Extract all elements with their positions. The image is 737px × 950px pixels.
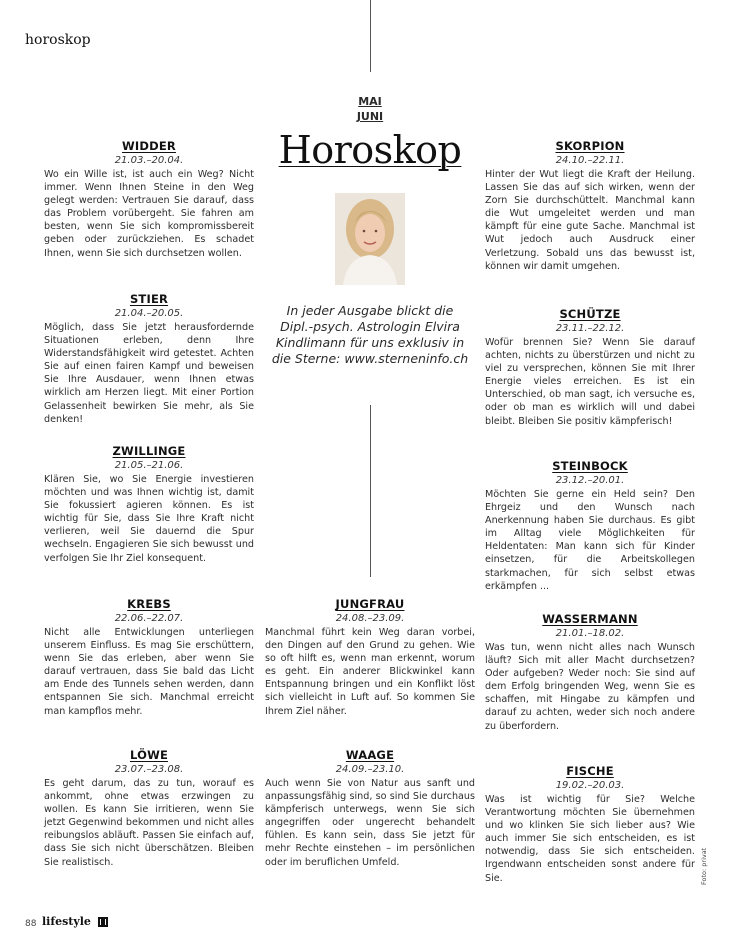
sign-text: Wo ein Wille ist, ist auch ein Weg? Nicht immer. Wenn Ihnen Steine in den Weg gelegt werden: Vertrauen Sie darauf, dass das Problem vorübergeht. Sie fahren am besten, wenn Sie sich kompromissbereit geben oder zurückziehen. Es schadet Ihnen, wenn Sie sich durchsetzen wollen.: [44, 169, 254, 259]
sign-loewe: [44, 748, 254, 869]
intro-text: In jeder Ausgabe blickt die Dipl.-psych. Astrologin Elvira Kindlimann für uns exklusiv in die Sterne: www.sterneninfo.ch: [271, 303, 469, 366]
sign-wassermann: [485, 612, 695, 733]
sign-text: Möchten Sie gerne ein Held sein? Den Ehrgeiz und den Wunsch nach Anerkennung haben Sie durchaus. Es gibt im Alltag viele Möglichkeiten für Heldentaten: Man kann sich für Kinder einsetzen, für die Arbeitskollegen starkmachen, für sich selbst etwas erkämpfen ...: [485, 489, 695, 592]
divider-middle: [370, 405, 371, 577]
sign-dates: 23.11.–22.12.: [555, 323, 625, 334]
sign-name: WIDDER: [122, 139, 176, 153]
sign-name: ZWILLINGE: [112, 444, 186, 458]
sign-name: SCHÜTZE: [559, 307, 621, 321]
month-1: MAI: [358, 95, 382, 108]
sign-stier: [44, 292, 254, 426]
issue-months: [330, 94, 410, 124]
brand-box-icon: [98, 917, 108, 927]
photo-credit: Foto: privat: [700, 847, 708, 885]
sign-dates: 24.09.–23.10.: [335, 764, 405, 775]
sign-dates: 21.05.–21.06.: [114, 460, 184, 471]
sign-name: WASSERMANN: [542, 612, 638, 626]
sign-dates: 21.01.–18.02.: [555, 628, 625, 639]
divider-top: [370, 0, 371, 72]
sign-krebs: [44, 597, 254, 718]
sign-name: FISCHE: [566, 764, 614, 778]
sign-dates: 24.10.–22.11.: [555, 155, 625, 166]
sign-dates: 19.02.–20.03.: [555, 780, 625, 791]
month-2: JUNI: [356, 110, 384, 123]
sign-waage: [265, 748, 475, 869]
sign-text: Es geht darum, das zu tun, worauf es ankommt, ohne etwas erzwingen zu wollen. Es kann Sie irritieren, wenn Sie jetzt Gegenwind bekommen und nicht alles reibungslos abläuft. Passen Sie einfach auf, dass Sie sich nicht überschätzen. Bleiben Sie realistisch.: [44, 778, 254, 868]
sign-dates: 23.07.–23.08.: [114, 764, 184, 775]
sign-name: STIER: [129, 292, 169, 306]
sign-name: LÖWE: [129, 748, 169, 762]
sign-dates: 21.03.–20.04.: [114, 155, 184, 166]
sign-name: WAAGE: [345, 748, 395, 762]
sign-text: Was ist wichtig für Sie? Welche Verantwortung möchten Sie übernehmen und wo klinken Sie sich lieber aus? Wie auch immer Sie sich entscheiden, es ist notwendig, dass Sie sich entscheiden. Irgendwann entscheiden sonst andere für Sie.: [485, 794, 695, 884]
sign-zwillinge: [44, 444, 254, 565]
sign-dates: 23.12.–20.01.: [555, 475, 625, 486]
sign-name: SKORPION: [555, 139, 625, 153]
page-number: 88: [25, 919, 37, 929]
sign-text: Was tun, wenn nicht alles nach Wunsch läuft? Sich mit aller Macht durchsetzen? Oder aufgeben? Weder noch: Sie sind auf dem Erfolg bringenden Weg, wenn Sie es schaffen, mit Hingabe zu kämpfen und darauf zu achten, weder sich noch andere zu überfordern.: [485, 642, 695, 732]
sign-schuetze: [485, 307, 695, 428]
sign-dates: 22.06.–22.07.: [114, 613, 184, 624]
sign-text: Möglich, dass Sie jetzt herausfordernde Situationen erleben, denn Ihre Widerstandsfähigkeit wird getestet. Achten Sie auf einen fairen Kampf und beweisen Sie Ihre Ausdauer, wenn Ihnen etwas wirklich am Herzen liegt. Mit einer Portion Gelassenheit bewirken Sie mehr, als Sie denken!: [44, 322, 254, 425]
sign-steinbock: [485, 459, 695, 593]
sign-name: STEINBOCK: [552, 459, 628, 473]
sign-text: Auch wenn Sie von Natur aus sanft und anpassungsfähig sind, so sind Sie durchaus kämpferisch unterwegs, wenn Sie sich angegriffen oder ungerecht behandelt fühlen. Es kann sein, dass Sie jetzt für mehr Rechte einstehen – im persönlichen oder im beruflichen Umfeld.: [265, 778, 475, 868]
brand-logo: lifestyle: [42, 915, 91, 928]
sign-name: KREBS: [127, 597, 171, 611]
sign-name: JUNGFRAU: [335, 597, 405, 611]
section-label: horoskop: [25, 32, 91, 48]
sign-text: Nicht alle Entwicklungen unterliegen unserem Einfluss. Es mag Sie erschüttern, wenn Sie das erleben, aber wenn Sie darauf vertrauen, dass Sie bald das Licht am Ende des Tunnels sehen werden, dann entspannen Sie sich. Manchmal erreicht man kampflos mehr.: [44, 627, 254, 717]
sign-text: Wofür brennen Sie? Wenn Sie darauf achten, nichts zu überstürzen und nicht zu viel zu versprechen, können Sie mit Ihrer Energie vieles erreichen. Es ist ein Unterschied, ob man sagt, ich versuche es, oder ob man es wirklich will und dabei bleibt. Bleiben Sie positiv kämpferisch!: [485, 337, 695, 427]
portrait-photo: [335, 193, 405, 285]
page-title: Horoskop: [278, 128, 462, 172]
sign-dates: 24.08.–23.09.: [335, 613, 405, 624]
sign-text: Manchmal führt kein Weg daran vorbei, den Dingen auf den Grund zu gehen. Wie so oft hilft es, wenn man erkennt, worum es geht. Ein anderer Blickwinkel kann Entspannung bringen und ein Konflikt löst sich vielleicht in Luft auf. So kommen Sie Ihrem Ziel näher.: [265, 627, 475, 717]
sign-widder: [44, 139, 254, 260]
sign-dates: 21.04.–20.05.: [114, 308, 184, 319]
sign-skorpion: [485, 139, 695, 273]
sign-text: Hinter der Wut liegt die Kraft der Heilung. Lassen Sie das auf sich wirken, wenn der Zorn Sie durchschüttelt. Manchmal kann die Wut umgeleitet werden und man kämpft für eine gute Sache. Manchmal ist Wut jedoch auch Ausdruck einer Verletzung. Sobald uns das bewusst ist, können wir damit umgehen.: [485, 169, 695, 272]
sign-text: Klären Sie, wo Sie Energie investieren möchten und was Ihnen wichtig ist, damit Sie fokussiert agieren können. Es ist wichtig für Sie, dass Sie Ihre Kraft nicht verlieren, weil Sie dauernd die Spur wechseln. Engagieren Sie sich bewusst und verfolgen Sie Ihr Ziel konsequent.: [44, 474, 254, 564]
sign-fische: [485, 764, 695, 885]
sign-jungfrau: [265, 597, 475, 718]
